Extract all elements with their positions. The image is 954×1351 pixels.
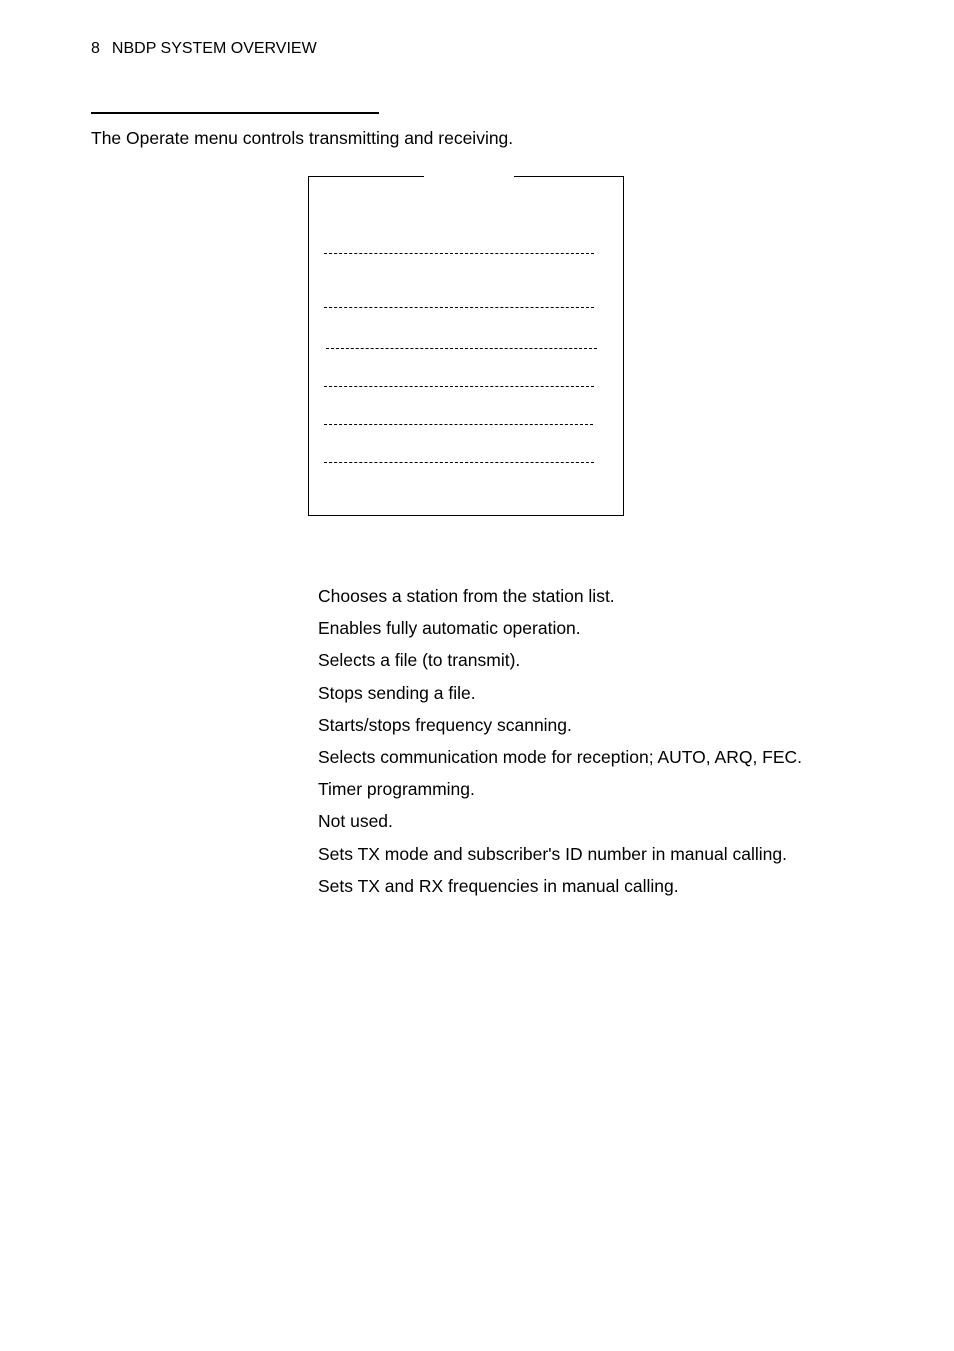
description-reception-mode: Selects communication mode for reception; AUTO, ARQ, FEC. (318, 746, 803, 767)
running-header (91, 40, 317, 58)
description-not-used: Not used. (318, 811, 393, 832)
section-heading-rule (91, 112, 379, 114)
menu-divider (324, 386, 594, 387)
description-timer-programming: Timer programming. (318, 779, 475, 800)
menu-divider (326, 348, 597, 349)
description-select-station: Chooses a station from the station list. (318, 586, 615, 606)
description-select-file: Selects a file (to transmit). (318, 650, 521, 671)
menu-divider (324, 253, 594, 254)
menu-title-gap (424, 175, 514, 179)
description-automatic-operation: Enables fully automatic operation. (318, 618, 581, 639)
description-frequency-scanning: Starts/stops frequency scanning. (318, 714, 572, 735)
intro-text: The Operate menu controls transmitting and receiving. (91, 128, 514, 148)
menu-divider (324, 424, 593, 425)
description-stop-sending: Stops sending a file. (318, 682, 476, 703)
description-tx-rx-frequencies: Sets TX and RX frequencies in manual calling. (318, 875, 679, 896)
menu-divider (324, 462, 594, 463)
menu-divider (324, 307, 594, 308)
description-tx-mode-id: Sets TX mode and subscriber's ID number in manual calling. (318, 843, 787, 864)
operate-menu-figure (308, 176, 624, 516)
menu-item-descriptions (318, 586, 802, 908)
page-number: 8 (91, 40, 100, 57)
section-title: NBDP SYSTEM OVERVIEW (111, 40, 317, 57)
